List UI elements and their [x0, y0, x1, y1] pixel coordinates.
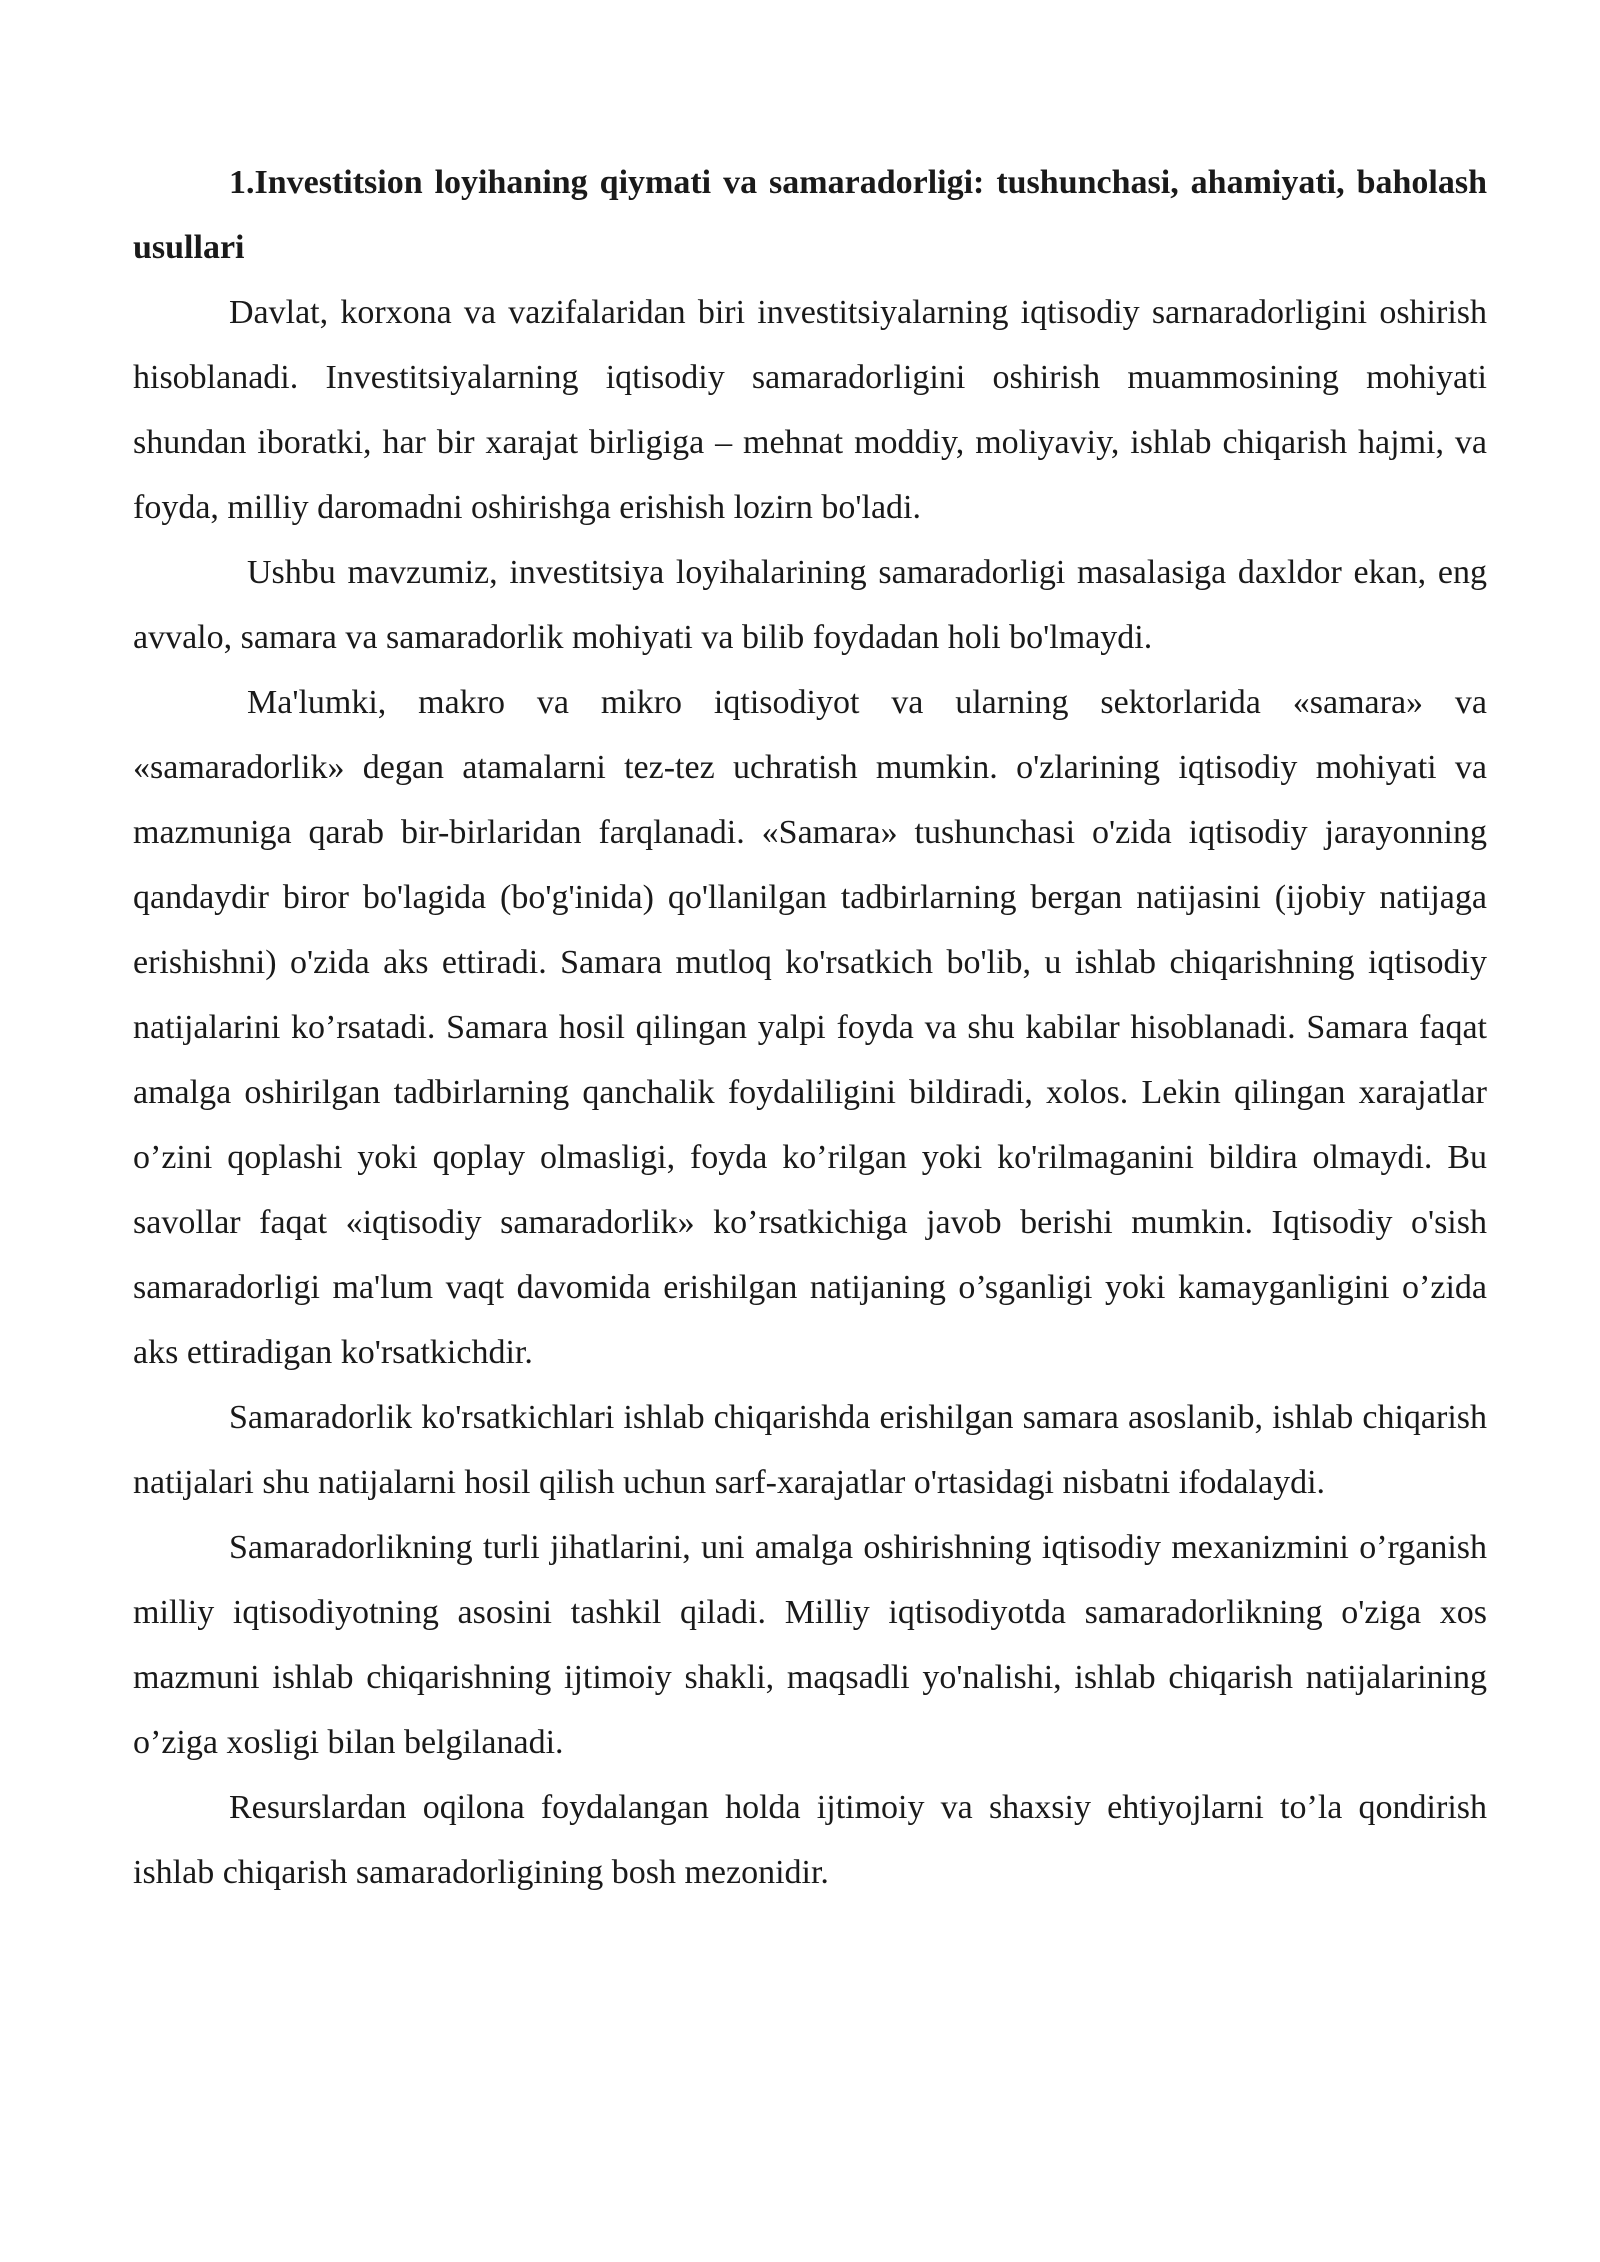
paragraph-5: Samaradorlikning turli jihatlarini, uni amalga oshirishning iqtisodiy mexanizmini o’rganish milliy iqtisodiyotning asosini tashkil qiladi. Milliy iqtisodiyotda samaradorlikning o'ziga xos mazmuni ishlab chiqarishning ijtimoiy shakli, maqsadli yo'nalishi, ishlab chiqarish natijalarining o’ziga xosligi bilan belgilanadi.	[133, 1529, 1487, 1761]
paragraph-3: Ma'lumki, makro va mikro iqtisodiyot va ularning sektorlarida «samara» va «samaradorlik» degan atamalarni tez-tez uchratish mumkin. o'zlarining iqtisodiy mohiyati va mazmuniga qarab bir-birlaridan farqlanadi. «Samara» tushunchasi o'zida iqtisodiy jarayonning qandaydir biror bo'lagida (bo'g'inida) qo'llanilgan tadbirlarning bergan natijasini (ijobiy natijaga erishishni) o'zida aks ettiradi. Samara mutloq ko'rsatkich bo'lib, u ishlab chiqarishning iqtisodiy natijalarini ko’rsatadi. Samara hosil qilingan yalpi foyda va shu kabilar hisoblanadi. Samara faqat amalga oshirilgan tadbirlarning qanchalik foydaliligini bildiradi, xolos. Lekin qilingan xarajatlar o’zini qoplashi yoki qoplay olmasligi, foyda ko’rilgan yoki ko'rilmaganini bildira olmaydi. Bu savollar faqat «iqtisodiy samaradorlik» ko’rsatkichiga javob berishi mumkin. Iqtisodiy o'sish samaradorligi ma'lum vaqt davomida erishilgan natijaning o’sganligi yoki kamayganligini o’zida aks ettiradigan ko'rsatkichdir.	[133, 684, 1487, 1371]
paragraph-6: Resurslardan oqilona foydalangan holda ijtimoiy va shaxsiy ehtiyojlarni to’la qondirish ishlab chiqarish samaradorligining bosh mezonidir.	[133, 1789, 1487, 1891]
document-body	[133, 150, 1487, 1905]
section-heading: 1.Investitsion loyihaning qiymati va samaradorligi: tushunchasi, ahamiyati, baholash usullari	[133, 164, 1487, 266]
paragraph-2: Ushbu mavzumiz, investitsiya loyihalarining samaradorligi masalasiga daxldor ekan, eng avvalo, samara va samaradorlik mohiyati va bilib foydadan holi bo'lmaydi.	[133, 554, 1487, 656]
paragraph-4: Samaradorlik ko'rsatkichlari ishlab chiqarishda erishilgan samara asoslanib, ishlab chiqarish natijalari shu natijalarni hosil qilish uchun sarf-xarajatlar o'rtasidagi nisbatni ifodalaydi.	[133, 1399, 1487, 1501]
paragraph-1: Davlat, korxona va vazifalaridan biri investitsiyalarning iqtisodiy sarnaradorligini oshirish hisoblanadi. Investitsiyalarning iqtisodiy samaradorligini oshirish muammosining mohiyati shundan iboratki, har bir xarajat birligiga – mehnat moddiy, moliyaviy, ishlab chiqarish hajmi, va foyda, milliy daromadni oshirishga erishish lozirn bo'ladi.	[133, 294, 1487, 526]
